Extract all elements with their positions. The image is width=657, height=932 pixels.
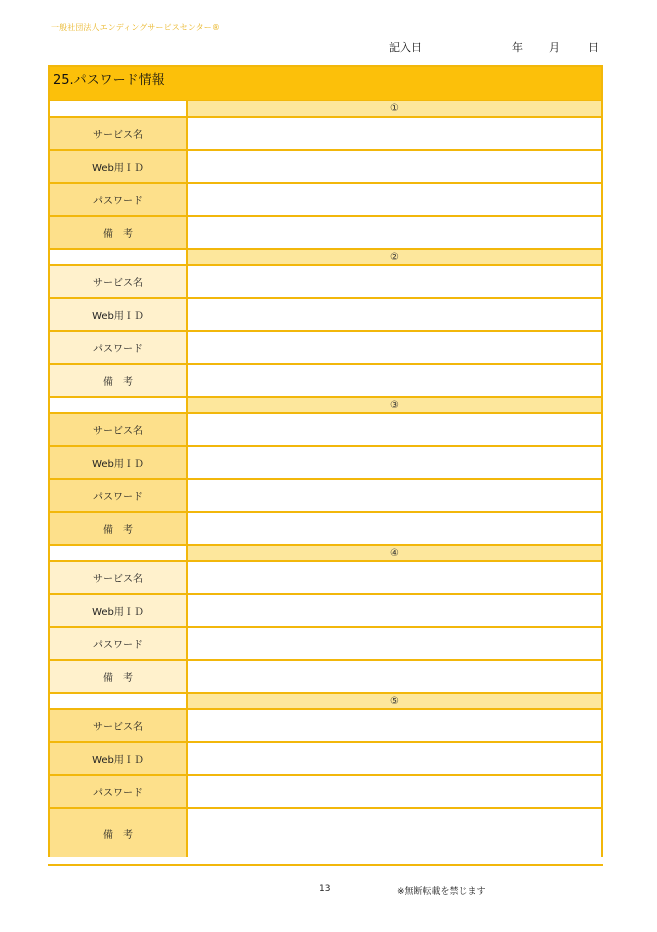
notes-label: 備 考	[50, 217, 188, 248]
service-name-row	[50, 708, 601, 741]
password-entry-section	[50, 396, 601, 544]
password-field[interactable]	[188, 480, 601, 511]
section-header	[50, 692, 601, 708]
password-label: パスワード	[50, 184, 188, 215]
service-name-field[interactable]	[188, 710, 601, 741]
section-number: ②	[188, 250, 601, 264]
section-header	[50, 396, 601, 412]
organization-name: 一般社団法人エンディングサービスセンター®	[51, 23, 220, 32]
entry-date-label: 記入日	[389, 41, 422, 54]
password-label: パスワード	[50, 776, 188, 807]
notes-row	[50, 511, 601, 544]
web-id-label: Web用ＩＤ	[50, 299, 188, 330]
web-id-label: Web用ＩＤ	[50, 151, 188, 182]
password-entry-section	[50, 248, 601, 396]
password-info-form	[48, 65, 603, 857]
password-field[interactable]	[188, 184, 601, 215]
service-name-row	[50, 412, 601, 445]
form-title: 25.パスワード情報	[50, 67, 601, 100]
notes-field[interactable]	[188, 809, 601, 857]
password-row	[50, 774, 601, 807]
web-id-label: Web用ＩＤ	[50, 447, 188, 478]
password-row	[50, 478, 601, 511]
web-id-field[interactable]	[188, 595, 601, 626]
section-number: ③	[188, 398, 601, 412]
notes-row	[50, 363, 601, 396]
day-label: 日	[588, 41, 599, 54]
month-label: 月	[549, 41, 560, 54]
notes-field[interactable]	[188, 661, 601, 692]
web-id-field[interactable]	[188, 743, 601, 774]
password-row	[50, 330, 601, 363]
year-label: 年	[512, 41, 523, 54]
web-id-label: Web用ＩＤ	[50, 595, 188, 626]
section-number: ①	[188, 101, 601, 116]
notes-label: 備 考	[50, 661, 188, 692]
section-header	[50, 248, 601, 264]
notes-row	[50, 659, 601, 692]
web-id-field[interactable]	[188, 447, 601, 478]
password-label: パスワード	[50, 332, 188, 363]
password-field[interactable]	[188, 332, 601, 363]
password-entry-section	[50, 692, 601, 857]
service-name-field[interactable]	[188, 562, 601, 593]
service-name-row	[50, 264, 601, 297]
notes-field[interactable]	[188, 365, 601, 396]
web-id-field[interactable]	[188, 151, 601, 182]
section-header	[50, 100, 601, 116]
service-name-row	[50, 116, 601, 149]
service-name-field[interactable]	[188, 118, 601, 149]
notes-row	[50, 215, 601, 248]
web-id-row	[50, 445, 601, 478]
copyright-notice: ※無断転載を禁じます	[397, 887, 486, 897]
service-name-label: サービス名	[50, 710, 188, 741]
form-bottom-border	[48, 864, 603, 866]
password-field[interactable]	[188, 628, 601, 659]
password-label: パスワード	[50, 628, 188, 659]
password-row	[50, 182, 601, 215]
service-name-label: サービス名	[50, 118, 188, 149]
web-id-row	[50, 297, 601, 330]
notes-label: 備 考	[50, 809, 188, 857]
notes-field[interactable]	[188, 513, 601, 544]
web-id-label: Web用ＩＤ	[50, 743, 188, 774]
password-field[interactable]	[188, 776, 601, 807]
section-header	[50, 544, 601, 560]
password-entry-section	[50, 100, 601, 248]
web-id-row	[50, 741, 601, 774]
notes-label: 備 考	[50, 365, 188, 396]
notes-label: 備 考	[50, 513, 188, 544]
entry-date-line	[0, 39, 657, 55]
service-name-label: サービス名	[50, 266, 188, 297]
service-name-label: サービス名	[50, 562, 188, 593]
service-name-row	[50, 560, 601, 593]
password-label: パスワード	[50, 480, 188, 511]
section-number: ④	[188, 546, 601, 560]
service-name-label: サービス名	[50, 414, 188, 445]
notes-field[interactable]	[188, 217, 601, 248]
web-id-field[interactable]	[188, 299, 601, 330]
service-name-field[interactable]	[188, 266, 601, 297]
service-name-field[interactable]	[188, 414, 601, 445]
password-entry-section	[50, 544, 601, 692]
password-row	[50, 626, 601, 659]
notes-row	[50, 807, 601, 857]
page-number: 13	[319, 884, 331, 894]
web-id-row	[50, 593, 601, 626]
section-number: ⑤	[188, 694, 601, 708]
web-id-row	[50, 149, 601, 182]
